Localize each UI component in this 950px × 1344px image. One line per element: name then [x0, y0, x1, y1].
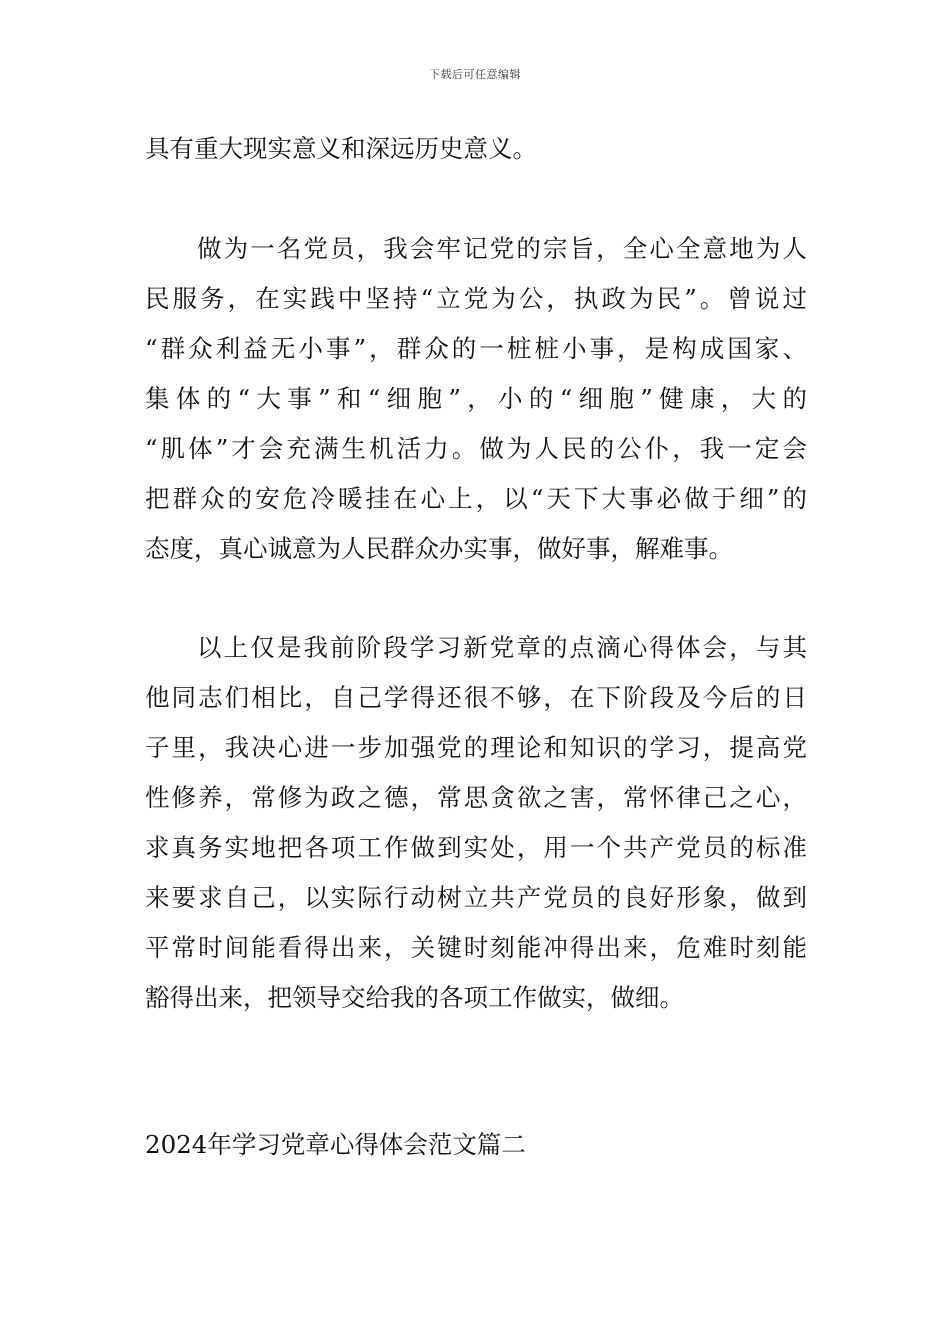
paragraph-line: 态度，真心诚意为人民群众办实事，做好事，解难事。	[145, 534, 733, 563]
paragraph-line: 平常时间能看得出来，关键时刻能冲得出来，危难时刻能	[145, 933, 807, 962]
paragraph-line: “群众利益无小事”，群众的一桩桩小事，是构成国家、	[145, 334, 807, 363]
paragraph-line: 民服务，在实践中坚持“立党为公，执政为民”。曾说过	[145, 284, 807, 313]
paragraph-line: 求真务实地把各项工作做到实处，用一个共产党员的标准	[145, 833, 807, 862]
paragraph-line: “肌体”才会充满生机活力。做为人民的公仆，我一定会	[145, 434, 807, 463]
paragraph-line: 子里，我决心进一步加强党的理论和知识的学习，提高党	[145, 733, 807, 762]
paragraph-study-summary	[145, 623, 807, 1023]
paragraph-party-member-commitment	[145, 224, 807, 574]
section-heading: 2024年学习党章心得体会范文篇二	[145, 1130, 526, 1159]
paragraph-line: 以上仅是我前阶段学习新党章的点滴心得体会，与其	[197, 633, 807, 662]
paragraph-line: 做为一名党员，我会牢记党的宗旨，全心全意地为人	[197, 234, 807, 263]
paragraph-closing-sentence	[145, 124, 807, 174]
paragraph-line: 豁得出来，把领导交给我的各项工作做实，做细。	[145, 983, 684, 1012]
page-header-note: 下载后可任意编辑	[429, 68, 521, 81]
paragraph-line: 具有重大现实意义和深远历史意义。	[145, 134, 537, 163]
paragraph-line: 他同志们相比，自己学得还很不够，在下阶段及今后的日	[145, 683, 807, 712]
paragraph-line: 把群众的安危冷暖挂在心上，以“天下大事必做于细”的	[145, 484, 807, 513]
paragraph-line: 来要求自己，以实际行动树立共产党员的良好形象，做到	[145, 883, 807, 912]
paragraph-line: 集体的“大事”和“细胞”，小的“细胞”健康，大的	[145, 384, 807, 413]
paragraph-line: 性修养，常修为政之德，常思贪欲之害，常怀律己之心，	[145, 783, 807, 812]
